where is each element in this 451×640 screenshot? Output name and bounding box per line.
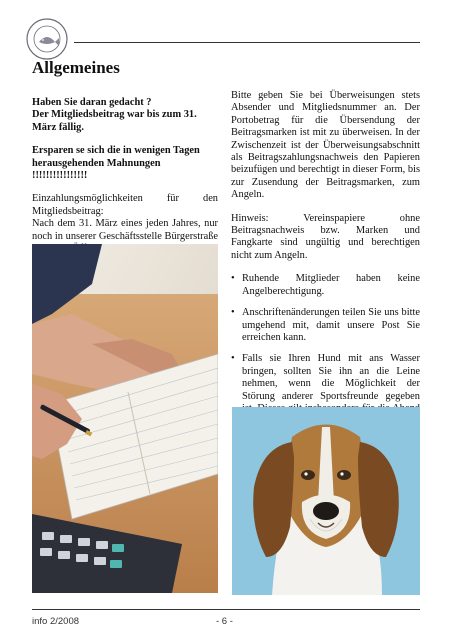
page-number: - 6 - bbox=[216, 616, 233, 627]
list-item: • Anschriftenänderungen teilen Sie uns bitte umgehend mit, damit unsere Post Sie erreichen kann. bbox=[231, 307, 420, 343]
bullet-icon: • bbox=[231, 307, 235, 319]
payment-intro: Einzahlungsmöglichkeiten für den Mitgliedsbeitrag: bbox=[32, 193, 218, 217]
header-rule bbox=[74, 42, 420, 43]
right-column bbox=[231, 90, 420, 437]
payment-photo bbox=[32, 244, 218, 593]
bullet-icon: • bbox=[231, 273, 235, 285]
club-logo bbox=[26, 18, 68, 60]
footer-rule bbox=[32, 609, 420, 610]
list-item: • Ruhende Mitglieder haben keine Angelberechtigung. bbox=[231, 273, 420, 297]
list-item: • Falls sie Ihren Hund mit ans Wasser bringen, sollten Sie ihn an die Leine nehmen, wenn die Möglichkeit der Störung anderer Sportsfreunde gegeben bbox=[231, 353, 420, 402]
payment-info: Nach dem 31. März eines jeden Jahres, nur noch in unserer Geschäftsstelle Bürgerstraße bbox=[32, 218, 218, 242]
reminder-due: Der Mitgliedsbeitrag war bis zum 31. März fällig. bbox=[32, 109, 197, 133]
page-title: Allgemeines bbox=[32, 58, 120, 77]
issue-label: info 2/2008 bbox=[32, 616, 80, 627]
reminder bbox=[32, 97, 218, 134]
membership-hint: Hinweis: Vereinspapiere ohne Beitragsnachweis bzw. Marken und Fangkarte sind ungültig und berechtigen nicht zum Angeln. bbox=[231, 212, 420, 261]
notice-list bbox=[231, 273, 420, 427]
bullet-icon: • bbox=[231, 353, 235, 365]
dunning-warning: Ersparen se sich die in wenigen Tagen herausgehenden Mahnungen !!!!!!!!!!!!!!!! bbox=[32, 145, 200, 182]
reminder-question: Haben Sie daran gedacht ? bbox=[32, 97, 152, 108]
transfer-note: Bitte geben Sie bei Überweisungen stets Absender und Mitgliedsnummer an. Der Portobetrag für die Übersendung der Beitragsmarken ist mit zu überweisen. In der Zwischenzeit ist der Überweisungsabschnitt als Beitragszahlungsnachweis den Papieren beizufügen und berechtigt in dieser Form, bis zur Zusendung der Beitragsmarken, zum Angeln. bbox=[231, 90, 421, 201]
beagle-illustration bbox=[232, 407, 420, 595]
